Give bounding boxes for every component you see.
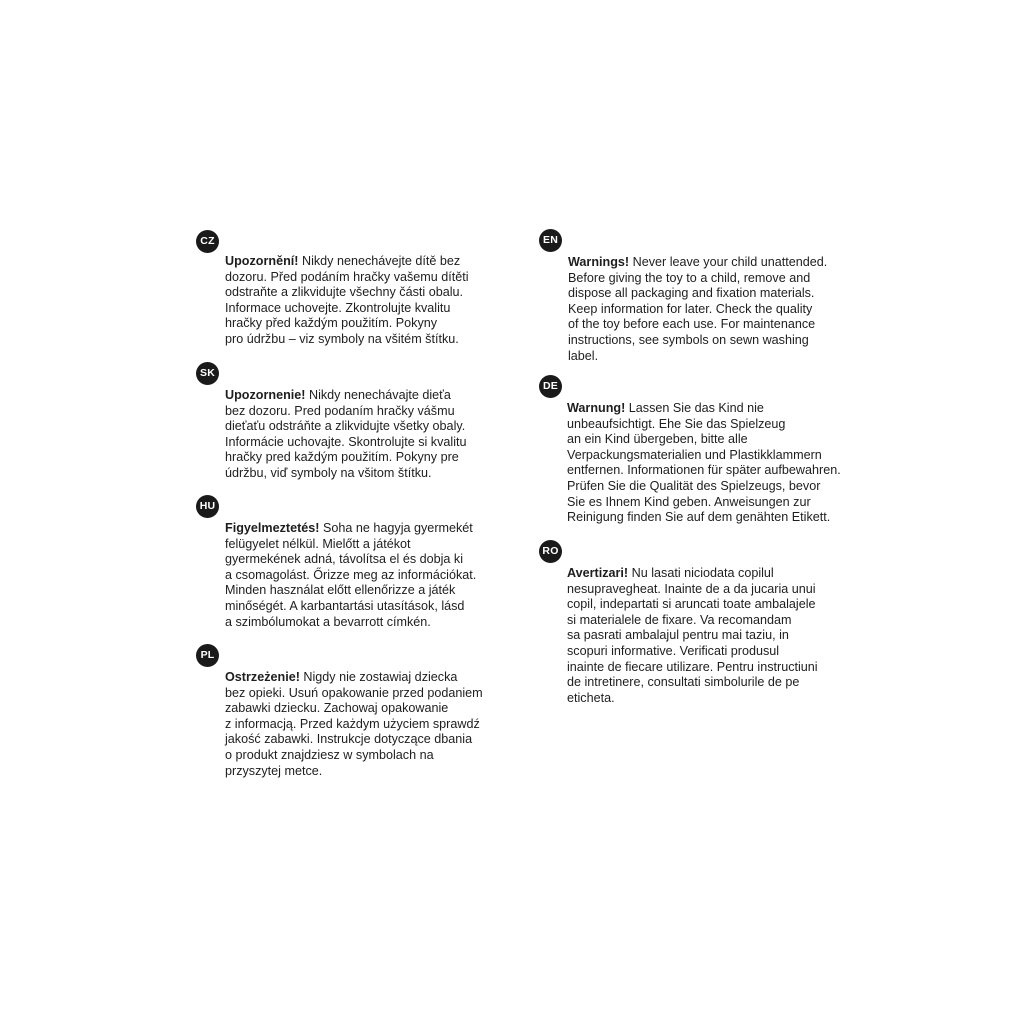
warning-first-line-cz: Upozornění! Nikdy nenechávejte dítě bez (225, 254, 461, 268)
warning-line-cz: dozoru. Před podáním hračky vašemu dítěti (225, 269, 469, 284)
warning-text-de (567, 401, 841, 526)
warning-line-de: Sie es Ihnem Kind geben. Anweisungen zur (567, 494, 811, 509)
warning-line-pl: bez opieki. Usuń opakowanie przed podaniem (225, 685, 483, 700)
warning-line-de: unbeaufsichtigt. Ehe Sie das Spielzeug (567, 416, 786, 431)
warning-line-hu: a csomagolást. Őrizze meg az információkat. (225, 567, 477, 582)
warning-heading-cz: Upozornění! (225, 254, 299, 268)
warning-line-sk: Informácie uchovajte. Skontrolujte si kvalitu (225, 434, 467, 449)
language-badge-en: EN (539, 229, 562, 252)
warning-first-line-hu: Figyelmeztetés! Soha ne hagyja gyermekét (225, 521, 473, 535)
warning-line-sk: bez dozoru. Pred podaním hračky vášmu (225, 403, 455, 418)
warning-heading-pl: Ostrzeżenie! (225, 670, 300, 684)
warning-line-pl: przyszytej metce. (225, 763, 323, 778)
warning-text-en (568, 255, 827, 364)
warning-line-en: dispose all packaging and fixation materials. (568, 286, 815, 301)
warning-line-ro: inainte de fiecare utilizare. Pentru instructiuni (567, 659, 818, 674)
warning-line-hu: gyermekének adná, távolítsa el és dobja ki (225, 552, 464, 567)
warning-text-pl (225, 670, 483, 779)
warning-line-ro: si materialele de fixare. Va recomandam (567, 612, 792, 627)
warning-line-hu: Minden használat előtt ellenőrizze a játék (225, 583, 456, 598)
language-badge-ro: RO (539, 540, 562, 563)
language-badge-sk: SK (196, 362, 219, 385)
warning-line-de: Reinigung finden Sie auf dem genähten Etikett. (567, 510, 831, 525)
warning-text-ro (567, 566, 818, 706)
warning-line-cz: odstraňte a zlikvidujte všechny části obalu. (225, 285, 464, 300)
warning-line-pl: jakość zabawki. Instrukcje dotyczące dbania (225, 732, 473, 747)
warning-line-en: label. (568, 348, 599, 363)
warning-line-hu: minőségét. A karbantartási utasítások, lásd (225, 598, 465, 613)
warning-heading-en: Warnings! (568, 255, 630, 269)
warning-text-cz (225, 254, 469, 348)
warning-line-cz: pro údržbu – viz symboly na všitém štítku. (225, 331, 459, 346)
warning-line-en: of the toy before each use. For maintenance (568, 317, 816, 332)
warning-line-ro: copil, indepartati si aruncati toate ambalajele (567, 597, 816, 612)
warning-line-en: Before giving the toy to a child, remove and (568, 270, 811, 285)
warning-text-sk (225, 388, 467, 482)
warning-line-ro: sa pasrati ambalajul pentru mai taziu, in (567, 628, 789, 643)
warning-first-line-pl: Ostrzeżenie! Nigdy nie zostawiaj dziecka (225, 670, 458, 684)
warning-first-line-en: Warnings! Never leave your child unattended. (568, 255, 828, 269)
warning-line-pl: zabawki dziecku. Zachowaj opakowanie (225, 701, 449, 716)
warning-heading-hu: Figyelmeztetés! (225, 521, 320, 535)
warning-line-de: entfernen. Informationen für später aufbewahren. (567, 463, 841, 478)
warning-line-de: Prüfen Sie die Qualität des Spielzeugs, bevor (567, 478, 821, 493)
language-badge-hu: HU (196, 495, 219, 518)
warning-line-ro: eticheta. (567, 690, 615, 705)
warning-line-ro: de intretinere, consultati simbolurile de pe (567, 675, 800, 690)
warning-line-hu: felügyelet nélkül. Mielőtt a játékot (225, 536, 411, 551)
warning-line-cz: Informace uchovejte. Zkontrolujte kvalitu (225, 300, 451, 315)
warning-line-pl: o produkt znajdziesz w symbolach na (225, 747, 434, 762)
language-badge-cz: CZ (196, 230, 219, 253)
warning-heading-ro: Avertizari! (567, 566, 629, 580)
warning-line-en: Keep information for later. Check the quality (568, 301, 813, 316)
warning-first-line-sk: Upozornenie! Nikdy nenechávajte dieťa (225, 388, 451, 402)
warning-line-ro: nesupravegheat. Inainte de a da jucaria unui (567, 581, 816, 596)
warning-heading-de: Warnung! (567, 401, 626, 415)
warning-line-sk: hračky pred každým použitím. Pokyny pre (225, 450, 459, 465)
warning-line-cz: hračky před každým použitím. Pokyny (225, 316, 438, 331)
warning-line-sk: dieťaťu odstráňte a zlikvidujte všetky obaly. (225, 419, 466, 434)
language-badge-pl: PL (196, 644, 219, 667)
warning-line-de: Verpackungsmaterialien und Plastikklammern (567, 447, 822, 462)
warning-text-hu (225, 521, 476, 630)
warning-line-en: instructions, see symbols on sewn washing (568, 332, 809, 347)
warning-line-ro: scopuri informative. Verificati produsul (567, 643, 780, 658)
warning-line-de: an ein Kind übergeben, bitte alle (567, 432, 748, 447)
warning-heading-sk: Upozornenie! (225, 388, 306, 402)
warning-first-line-ro: Avertizari! Nu lasati niciodata copilul (567, 566, 774, 580)
warning-line-hu: a szimbólumokat a bevarrott címkén. (225, 614, 431, 629)
warning-line-sk: údržbu, viď symboly na všitom štítku. (225, 465, 432, 480)
warning-line-pl: z informacją. Przed każdym użyciem sprawdź (225, 716, 480, 731)
language-badge-de: DE (539, 375, 562, 398)
warning-first-line-de: Warnung! Lassen Sie das Kind nie (567, 401, 764, 415)
